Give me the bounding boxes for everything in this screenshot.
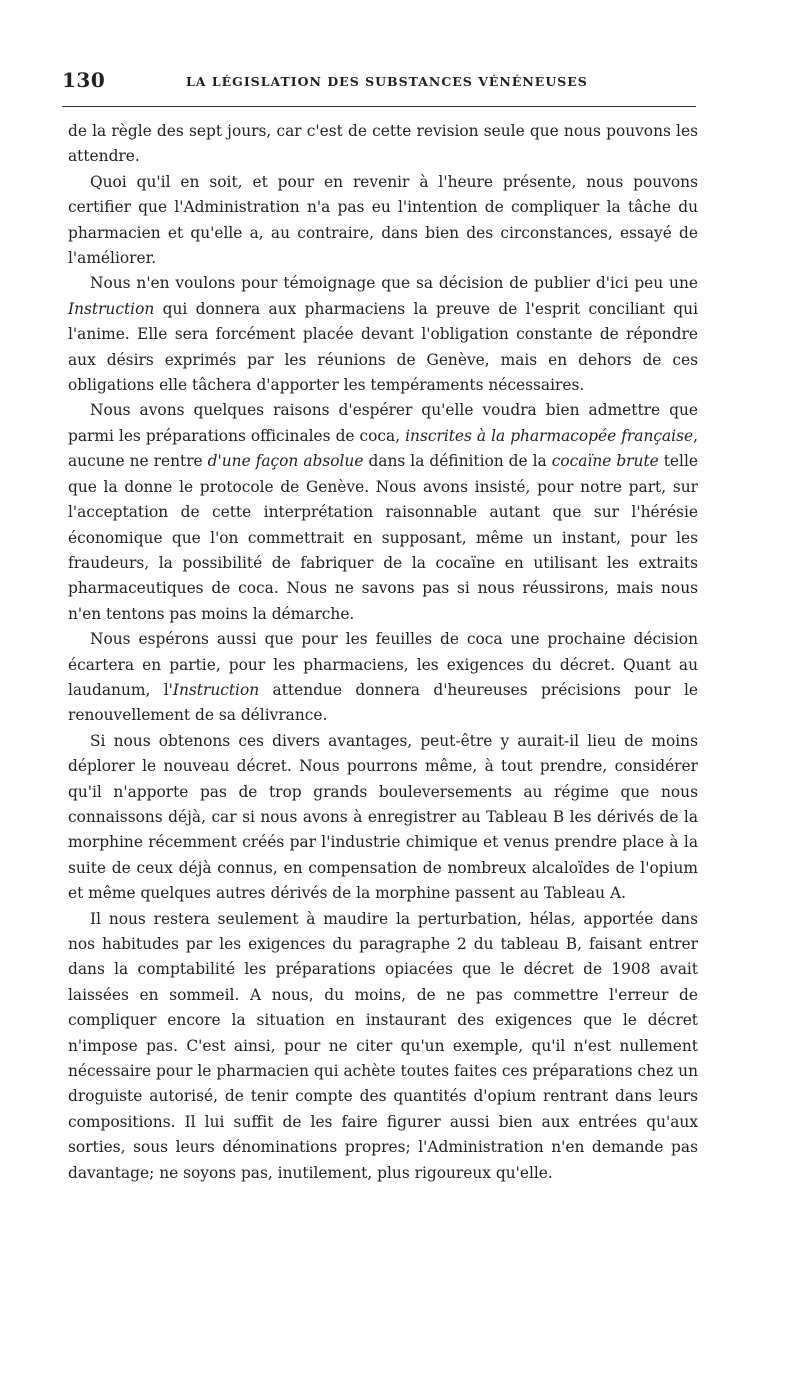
- running-title: LA LÉGISLATION DES SUBSTANCES VÉNÉNEUSES: [186, 74, 588, 89]
- paragraph: [68, 271, 698, 398]
- paragraph-text: Nous espérons aussi que pour les feuilles de coca une prochaine décision écartera en partie, pour les pharmaciens, les exigences du décret. Quant au laudanum, l': [68, 630, 698, 699]
- italic-term: Instruction: [68, 299, 155, 318]
- paragraph-text: qui donnera aux pharmaciens la preuve de l'esprit conciliant qui l'anime. Elle sera forcément placée devant l'obligation constante de répondre aux désirs exprimés par les réunions de Genève, mais en dehors de ces obligations elle tâchera d'apporter les tempéraments nécessaires.: [68, 299, 698, 395]
- paragraph: [68, 170, 698, 272]
- italic-term: cocaïne brute: [551, 452, 659, 471]
- paragraph: [68, 627, 698, 729]
- paragraph-text: Si nous obtenons ces divers avantages, peut-être y aurait-il lieu de moins déplorer le nouveau décret. Nous pourrons même, à tout prendre, considérer qu'il n'apporte pas de trop grands bouleversements au régime que nous connaissons déjà, car si nous avons à enregistrer au Tableau B les dérivés de la morphine récemment créés par l'industrie chimique et venus prendre place à la suite de ceux déjà connus, en compensation de nombreux alcaloïdes de l'opium et même quelques autres dérivés de la morphine passent au Tableau A.: [68, 731, 698, 903]
- paragraph-text: Nous avons quelques raisons d'espérer qu'elle voudra bien admettre que parmi les préparations officinales de coca,: [68, 401, 698, 445]
- paragraph-text: de la règle des sept jours, car c'est de cette revision seule que nous pouvons les attendre.: [68, 122, 698, 166]
- paragraph-text: Quoi qu'il en soit, et pour en revenir à l'heure présente, nous pouvons certifier que l'Administration n'a pas eu l'intention de compliquer la tâche du pharmacien et qu'elle a, au contraire, dans bien des circonstances, essayé de l'améliorer.: [68, 172, 698, 268]
- paragraph: [68, 907, 698, 1186]
- paragraph-text: dans la définition de la: [363, 452, 552, 471]
- page-number: 130: [62, 68, 106, 92]
- paragraph-text: Nous n'en voulons pour témoignage que sa décision de publier d'ici peu une: [90, 274, 698, 293]
- paragraph: [68, 398, 698, 627]
- paragraph-text: attendue donnera d'heureuses précisions pour le renouvellement de sa délivrance.: [68, 680, 698, 725]
- paragraph: [68, 729, 698, 907]
- header-rule: [62, 106, 696, 107]
- paragraph-text: Il nous restera seulement à maudire la perturbation, hélas, apportée dans nos habitudes par les exigences du paragraphe 2 du tableau B, faisant entrer dans la comptabilité les préparations opiacées que le décret de 1908 avait laissées en sommeil. A nous, du moins, de ne pas commettre l'erreur de compliquer encore la situation en instaurant des exigences que le décret n'impose pas. C'est ainsi, pour ne citer qu'un exemple, qu'il n'est nullement nécessaire pour le pharmacien qui achète toutes faites ces préparations chez un droguiste autorisé, de tenir compte des quantités d'opium rentrant dans leurs compositions. Il lui suffit de les faire figurer aussi bien aux entrées qu'aux sorties, sous leurs dénominations propres; l'Administration n'en demande pas davantage; ne soyons pas, inutilement, plus rigoureux qu'elle.: [68, 909, 698, 1182]
- paragraph: [68, 119, 698, 170]
- italic-term: inscrites à la pharmacopée française: [405, 426, 694, 445]
- paragraph-text: telle que la donne le protocole de Genève. Nous avons insisté, pour notre part, sur l'acceptation de cette interprétation raisonnable autant que sur l'hérésie économique que l'on commettrait en supposant, même un instant, pour les fraudeurs, la possibilité de fabriquer de la cocaïne en utilisant les extraits pharmaceutiques de coca. Nous ne savons pas si nous réussirons, mais nous n'en tentons pas moins la démarche.: [68, 452, 698, 623]
- italic-term: Instruction: [172, 680, 260, 699]
- body-text: [68, 119, 698, 1186]
- running-head: [62, 68, 696, 98]
- italic-term: d'une façon absolue: [207, 452, 364, 471]
- paragraph-text: , aucune ne rentre: [68, 426, 698, 471]
